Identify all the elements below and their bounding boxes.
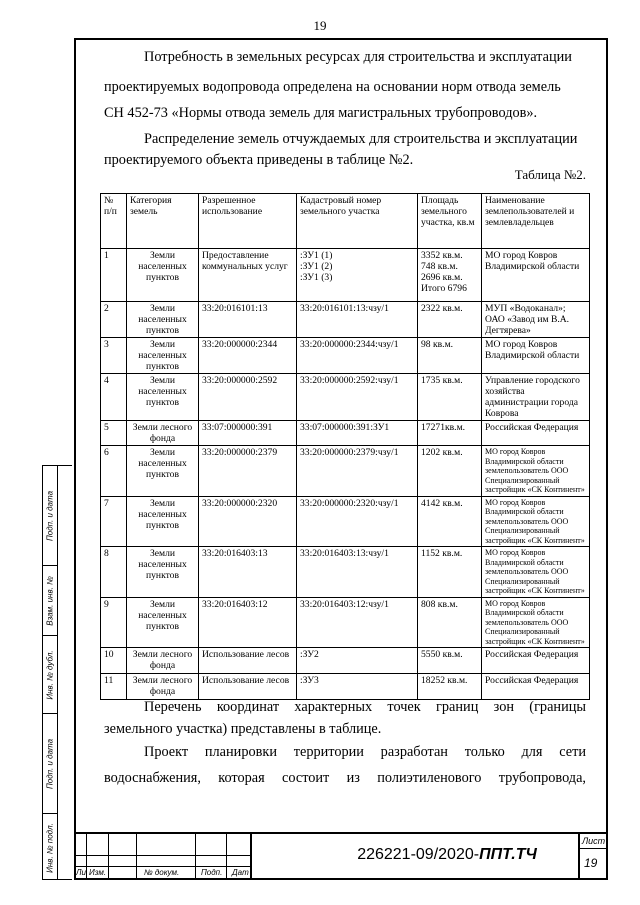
cell-owner: Российская Федерация (482, 421, 590, 446)
table-row (101, 338, 590, 374)
cell-category: Земли населенных пунктов (127, 338, 199, 374)
cell-usage: 33:20:000000:2592 (199, 374, 297, 421)
header-usage: Разрешенное использование (199, 194, 297, 249)
table-row (101, 249, 590, 302)
cell-category: Земли населенных пунктов (127, 249, 199, 302)
cell-num: 6 (101, 446, 127, 497)
side-stamp-divider (57, 466, 58, 879)
outro-line-3: Проект планировки территории разработан только для сети (144, 744, 586, 760)
cell-num: 8 (101, 547, 127, 598)
cell-owner: МО город Ковров Владимирской области землепользователь ООО Специализированный застройщик «СК Континент» (482, 446, 590, 497)
cell-usage: 33:20:000000:2320 (199, 496, 297, 547)
cell-num: 2 (101, 302, 127, 338)
tb-label-doc: № докум. (144, 868, 180, 877)
sheet-number: 19 (584, 856, 598, 870)
cell-owner: МО город Ковров Владимирской области землепользователь ООО Специализированный застройщик «СК Континент» (482, 547, 590, 598)
table-row (101, 496, 590, 547)
outro-line-2: земельного участка) представлены в таблице. (104, 721, 382, 737)
tb-label-sign: Подп. (201, 868, 223, 877)
cell-num: 7 (101, 496, 127, 547)
cell-area: 3352 кв.м. 748 кв.м. 2696 кв.м. Итого 6796 (418, 249, 482, 302)
cell-category: Земли населенных пунктов (127, 446, 199, 497)
cell-usage: 33:07:000000:391 (199, 421, 297, 446)
cell-category: Земли населенных пунктов (127, 547, 199, 598)
tb-label-li: Ли (76, 868, 86, 877)
header-owners: Наименование землепользователей и землевладельцев (482, 194, 590, 249)
cell-num: 11 (101, 674, 127, 700)
cell-category: Земли населенных пунктов (127, 302, 199, 338)
cell-usage: 33:20:000000:2344 (199, 338, 297, 374)
cell-category: Земли лесного фонда (127, 674, 199, 700)
cell-owner: МО город Ковров Владимирской области (482, 338, 590, 374)
cell-area: 1202 кв.м. (418, 446, 482, 497)
outro-line-1: Перечень координат характерных точек границ зон (границы (144, 699, 586, 715)
cell-owner: Российская Федерация (482, 648, 590, 674)
side-cell-sign-date-1: Подп. и дата (43, 466, 57, 566)
cell-usage: Предоставление коммунальных услуг (199, 249, 297, 302)
cell-area: 2322 кв.м. (418, 302, 482, 338)
cell-category: Земли населенных пунктов (127, 374, 199, 421)
header-category: Категория земель (127, 194, 199, 249)
page-number: 19 (313, 18, 327, 33)
cell-category: Земли лесного фонда (127, 421, 199, 446)
side-cell-sign-date-2: Подп. и дата (43, 714, 57, 814)
side-cell-dup-inv: Инв. № дубл. (43, 636, 57, 714)
intro-line-5: проектируемого объекта приведены в таблице №2. (104, 152, 414, 168)
cell-area: 5550 кв.м. (418, 648, 482, 674)
cell-cadastral: 33:20:016403:12:чзу/1 (297, 597, 418, 648)
cell-usage: 33:20:000000:2379 (199, 446, 297, 497)
cell-cadastral: 33:20:000000:2344:чзу/1 (297, 338, 418, 374)
cell-area: 4142 кв.м. (418, 496, 482, 547)
cell-cadastral: :ЗУ3 (297, 674, 418, 700)
cell-usage: Использование лесов (199, 648, 297, 674)
table-caption: Таблица №2. (514, 167, 586, 182)
cell-category: Земли лесного фонда (127, 648, 199, 674)
table-row (101, 597, 590, 648)
intro-line-3: СН 452-73 «Нормы отвода земель для магистральных трубопроводов». (104, 105, 538, 121)
cell-cadastral: :ЗУ1 (1) :ЗУ1 (2) :ЗУ1 (3) (297, 249, 418, 302)
cell-owner: Управление городского хозяйства администрации города Коврова (482, 374, 590, 421)
cell-owner: МО город Ковров Владимирской области (482, 249, 590, 302)
cell-cadastral: :ЗУ2 (297, 648, 418, 674)
land-table (100, 193, 590, 700)
table-row (101, 547, 590, 598)
side-cell-orig-inv: Инв. № подл. (45, 822, 55, 873)
cell-area: 1735 кв.м. (418, 374, 482, 421)
cell-cadastral: 33:20:016403:13:чзу/1 (297, 547, 418, 598)
cell-cadastral: 33:20:000000:2379:чзу/1 (297, 446, 418, 497)
cell-owner: МО город Ковров Владимирской области землепользователь ООО Специализированный застройщик «СК Континент» (482, 597, 590, 648)
cell-category: Земли населенных пунктов (127, 496, 199, 547)
outro-line-4: водоснабжения, которая состоит из полиэтиленового трубопровода, (104, 770, 586, 786)
table-row (101, 421, 590, 446)
cell-category: Земли населенных пунктов (127, 597, 199, 648)
title-block (74, 832, 608, 880)
cell-area: 1152 кв.м. (418, 547, 482, 598)
table-row (101, 374, 590, 421)
intro-line-1: Потребность в земельных ресурсах для строительства и эксплуатации (144, 49, 572, 65)
side-stamp (42, 465, 72, 880)
header-cadastral: Кадастровый номер земельного участка (297, 194, 418, 249)
cell-owner: Российская Федерация (482, 674, 590, 700)
table-row (101, 302, 590, 338)
header-area: Площадь земельного участка, кв.м (418, 194, 482, 249)
intro-line-4: Распределение земель отчуждаемых для строительства и эксплуатации (144, 131, 578, 147)
cell-area: 808 кв.м. (418, 597, 482, 648)
cell-num: 1 (101, 249, 127, 302)
side-cell-replace-inv: Взам. инв. № (43, 566, 57, 636)
cell-area: 98 кв.м. (418, 338, 482, 374)
cell-area: 18252 кв.м. (418, 674, 482, 700)
cell-usage: 33:20:016101:13 (199, 302, 297, 338)
table-header-row (101, 194, 590, 249)
document-code: 226221-09/2020-ППТ.ТЧ (357, 846, 537, 863)
cell-cadastral: 33:20:000000:2320:чзу/1 (297, 496, 418, 547)
cell-num: 4 (101, 374, 127, 421)
cell-usage: Использование лесов (199, 674, 297, 700)
cell-num: 5 (101, 421, 127, 446)
table-row (101, 446, 590, 497)
header-num: № п/п (101, 194, 127, 249)
cell-owner: МО город Ковров Владимирской области землепользователь ООО Специализированный застройщик «СК Континент» (482, 496, 590, 547)
cell-owner: МУП «Водоканал»; ОАО «Завод им В.А. Дегтярева» (482, 302, 590, 338)
cell-num: 3 (101, 338, 127, 374)
cell-cadastral: 33:20:016101:13:чзу/1 (297, 302, 418, 338)
intro-line-2: проектируемых водопровода определена на основании норм отвода земель (104, 79, 561, 95)
cell-cadastral: 33:07:000000:391:ЗУ1 (297, 421, 418, 446)
cell-num: 9 (101, 597, 127, 648)
cell-usage: 33:20:016403:12 (199, 597, 297, 648)
cell-usage: 33:20:016403:13 (199, 547, 297, 598)
tb-label-izm: Изм. (89, 868, 107, 877)
cell-num: 10 (101, 648, 127, 674)
cell-cadastral: 33:20:000000:2592:чзу/1 (297, 374, 418, 421)
cell-area: 17271кв.м. (418, 421, 482, 446)
tb-label-date: Дат (232, 868, 249, 877)
table-row (101, 648, 590, 674)
sheet-label: Лист (582, 836, 606, 846)
